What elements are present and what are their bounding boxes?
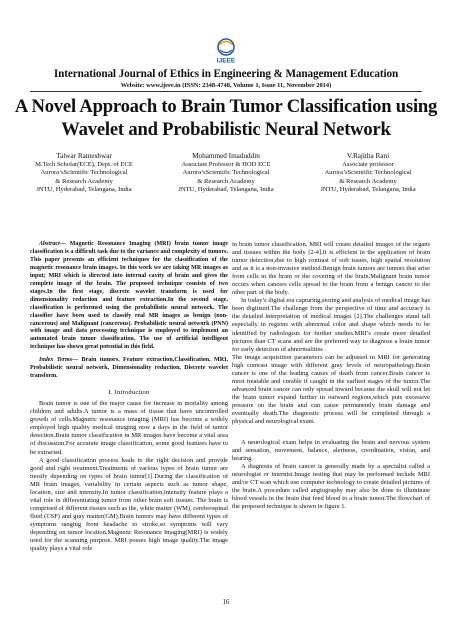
abstract-label: Abstract xyxy=(39,241,60,247)
left-column xyxy=(30,241,228,553)
index-terms-label: Index Terms xyxy=(39,357,73,364)
abstract xyxy=(30,241,228,352)
paragraph: The image acquisition parameters can be adjusted in MRI for generating high contrast image with different gray levels of neuropathology.Brain cancer is one of the leading causes of death from cancer.Brain cancer is most treatable and curable if caught in the earliest stages of the tumor.The advanced brain cancer can only spread inward because the skull will not let the brain tumor expand further in outward regions,which puts excessive pressure on the brain and can cause permanently brain damage and eventually death.The diagnostic process will be completed through a physical and neurological exam. xyxy=(232,353,430,426)
header-rule xyxy=(30,91,422,92)
paragraph: A diagnosis of brain cancer is generally made by a specialist called a neurologist or internist.Image testing that may be performed include MRI and/or CT scan which use computer technology to create detailed pictures of the brain.A procedure called angiography may also be done to illuminate blood vessels in the brain that feed blood to a brain tumor.The flowchart of the proposed technique is shown in figure 1. xyxy=(232,463,430,511)
right-column xyxy=(232,241,430,512)
paragraph: A neurological exam helps in evaluating the brain and nervous system and sensation, movement, balance, alertness, coordination, vision, and hearing. xyxy=(232,439,430,463)
author-block-3 xyxy=(298,152,438,195)
section-heading: I. Introduction xyxy=(108,389,150,397)
journal-logo xyxy=(210,36,242,64)
author-block-1 xyxy=(14,152,154,195)
paragraph: A good classification process leads to the right decision and provide good and right treatment.Treatments of various types of brain tumor are mostly depending on types of brain tumor[1].During the classification of MR brain images, variability in certain aspects such as tumor shape, location, size and intensity.In tumor classification,intensity feature plays a vital role in differentiating tumor from other brain soft tissues. The brain is comprised of different tissues such as the, white matter (WM), cerebrospinal fluid (CSF) and gray matter(GM).Brain tumors may have different types of symptoms ranging from headache to stroke,so symptoms will vary depending on tumor location.Magnetic Resonance Imaging(MRI) is widely used for the scanning purpose. MRI posses high image quality.The image quality plays a vital role xyxy=(30,456,228,553)
author-affiliation: M.Tech Scholar(ECE), Dept. of ECE xyxy=(35,160,133,168)
paper-title: A Novel Approach to Brain Tumor Classification using Wavelet and Probabilistic Neural Network xyxy=(14,96,438,140)
author-affiliation: Aurora’sScientific Technological xyxy=(324,169,412,177)
abstract-text: — Magnetic Resonance Imaging (MRI) brain tumor image classification is a difficult task due to the variance and complexity of tumors. This paper presents an efficient techniques for the classification of the magnetic resonance brain images. In this work we are taking MR images as input; MRI which is directed into internal cavity of brain and gives the complete image of the brain. The proposed technique consists of two stages.In the first stage, discrete wavelet transform is used for dimensionality reduction and feature extraction.In the second stage, classification is performed using the probabilistic neural network. The classifier have been used to classify real MR images as benign (non-cancerous) and Malignant (cancerous). Probabilistic neural network (PNN) with image and data processing technique is employed to implement an automated brain tumor classification. The use of artificial intelligent technique has shown great potential in this field. xyxy=(30,241,228,351)
author-name: Mohammed Imaduddin xyxy=(192,152,260,160)
author-affiliation: Aurora’sScientific Technological xyxy=(40,169,128,177)
index-terms xyxy=(30,357,228,381)
author-affiliation: & Research Academy xyxy=(55,177,113,185)
author-affiliation: JNTU, Hyderabad, Telangana, India xyxy=(178,186,274,194)
author-block-2 xyxy=(156,152,296,195)
index-terms-text: — Brain tumors, Feature extraction,Classification, MRI, Probabilistic neural network, Dimensionality reduction, Discrete wavelet transform. xyxy=(30,357,228,380)
journal-subtitle: Website: www.ijeee.in (ISSN: 2348-4748, Volume 1, Issue 11, November 2014) xyxy=(120,82,332,89)
journal-title: International Journal of Ethics in Engineering & Management Education xyxy=(53,68,399,80)
author-affiliation: Associate Professor & HOD ECE xyxy=(181,160,271,168)
page-number: 16 xyxy=(222,598,230,606)
author-affiliation: Associate professor xyxy=(342,160,394,168)
paragraph: In today’s digital era capturing,storing and analysis of medical image has been digitized.The challenge from the perspective of time and accuracy is the detailed interpretation of medical images [2].The challenges stand tall especially in regions with abnormal color and shape which needs to be identified by radiologists for further studies.MRI’s create more detailed pictures than CT scans and are the preferred way to diagnose a brain tumor for early detection of abnormalities . xyxy=(232,297,430,353)
author-name: V.Rajitha Rani xyxy=(346,152,390,160)
author-name: Talwar Rameshwar xyxy=(56,152,112,160)
author-affiliation: JNTU, Hyderabad, Telangana, India xyxy=(36,186,132,194)
journal-logo-text: IJEEE xyxy=(216,57,236,64)
author-affiliation: Aurora’sScientific Technological xyxy=(182,169,270,177)
paragraph: Brain tumor is one of the major cause for increase in mortality among children and adults.A tumor is a mass of tissue that have uncontrolled growth of cells.Magnetic resonance imaging (MRI) has become a widely employed high quality medical imaging now a days in the field of tumor detection.Brain tumor classification in MR images have become a vital area of discussion.For accurate image classification, some good features have to be extracted. xyxy=(30,400,228,456)
author-affiliation: JNTU, Hyderabad, Telangana, India xyxy=(320,186,416,194)
author-affiliation: & Research Academy xyxy=(197,177,255,185)
paragraph: in brain tumor classification. MRI will create detailed images of the organs and tissues within the body [2-4].It is efficient in the application of brain tumor detection,due to high contrast of soft issues, high spatial resolution and as it is a non-invasive method.Benign brain tumors are tumors that arise from cells in the brain or the covering of the brain.Malignant brain tumor occurs when cancers cells spread to the brain from a benign cancer to the other part of the body. xyxy=(232,241,430,297)
author-affiliation: & Research Academy xyxy=(339,177,397,185)
